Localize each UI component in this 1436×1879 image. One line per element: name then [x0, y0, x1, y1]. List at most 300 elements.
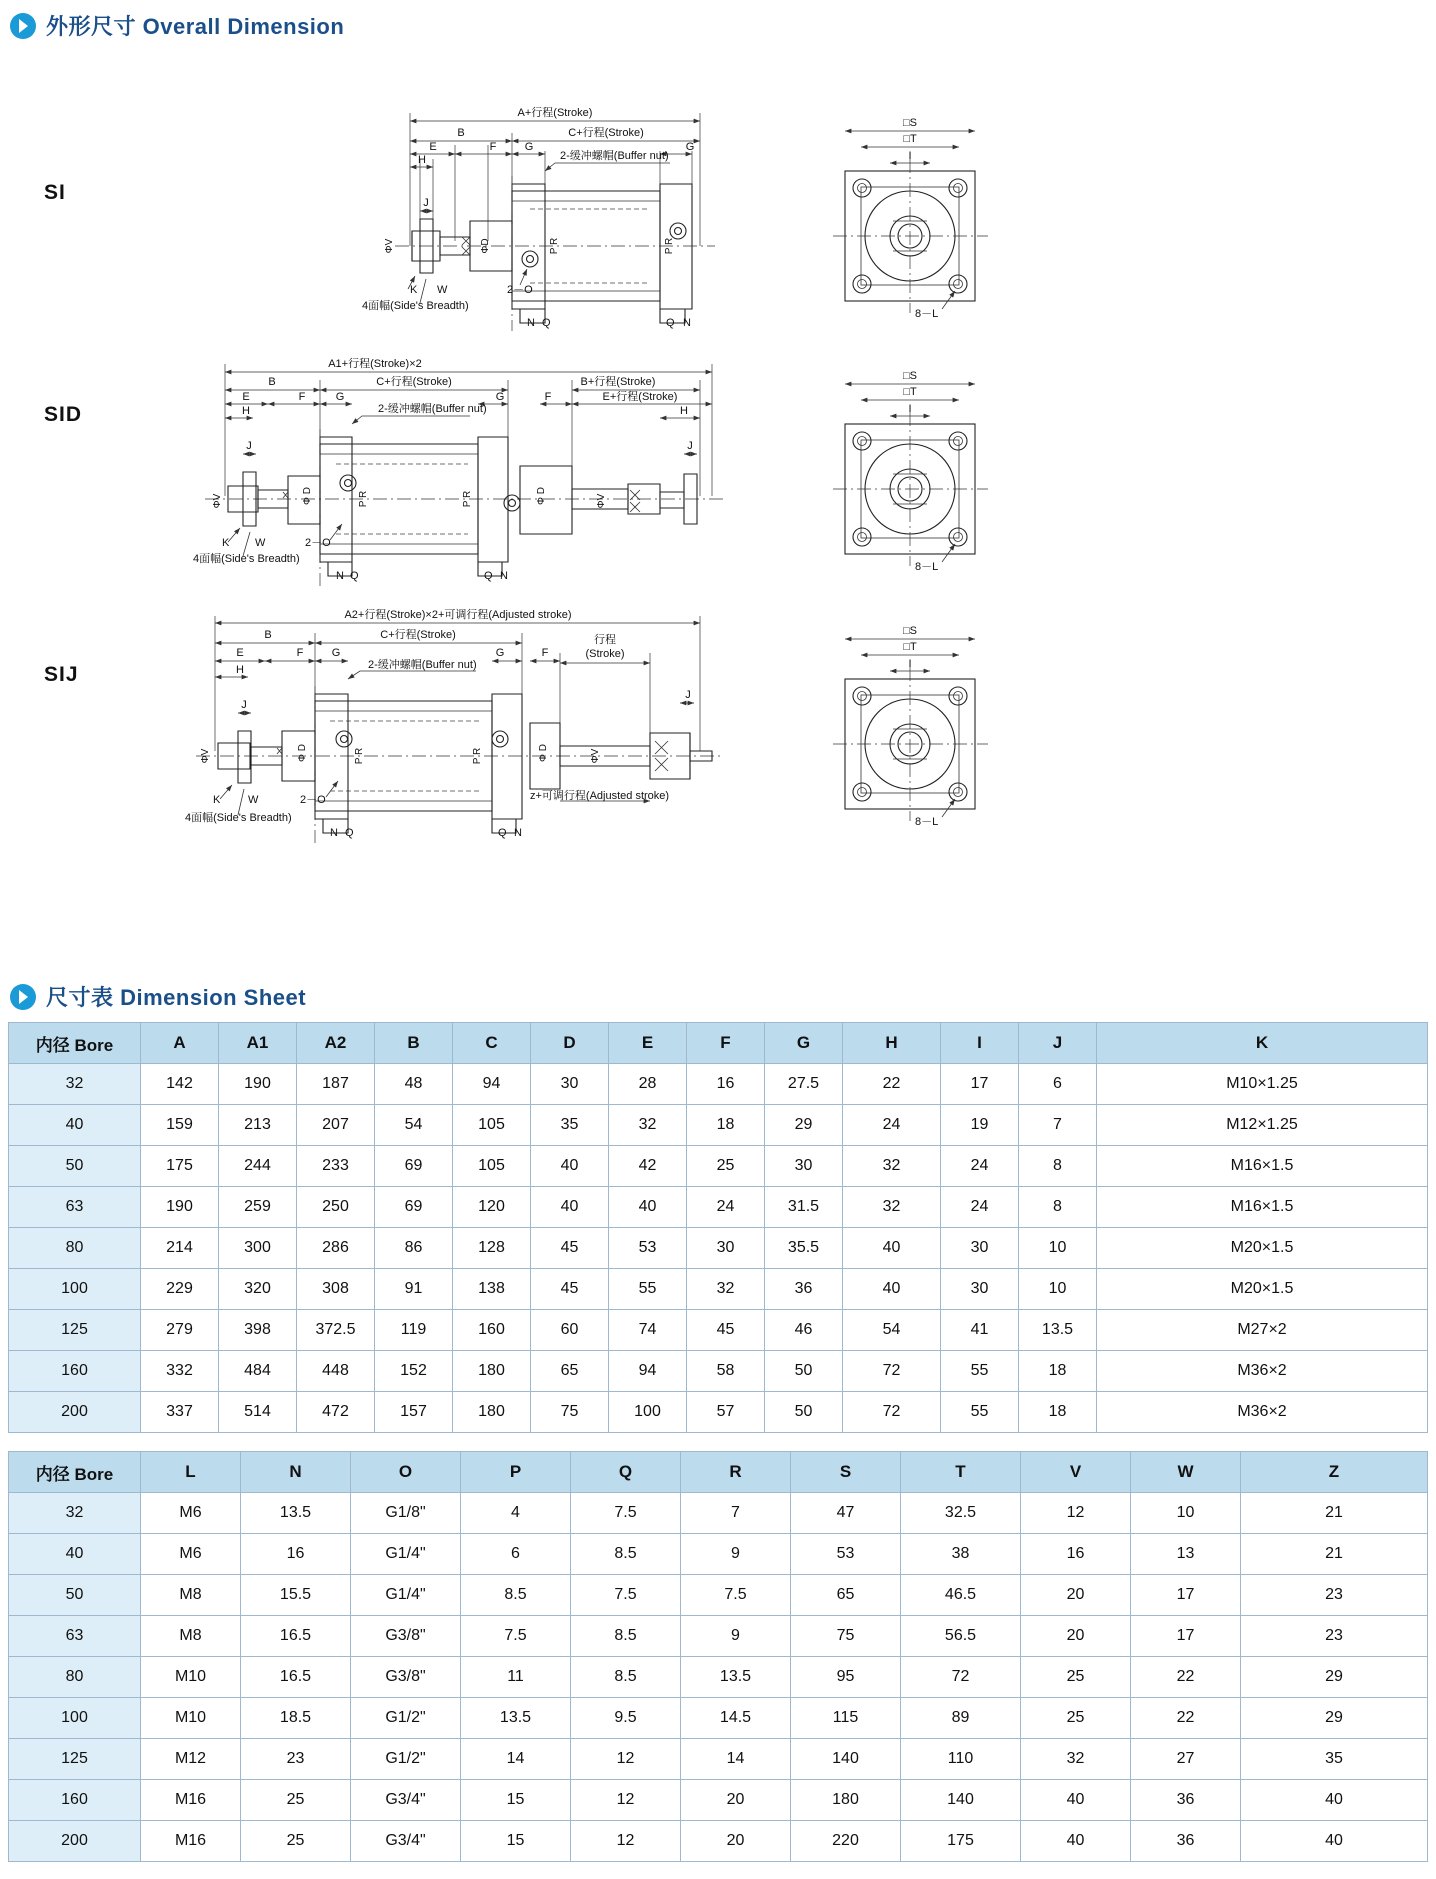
table1-r7-g: 50: [765, 1351, 843, 1392]
svg-text:E: E: [429, 141, 437, 153]
table1-r8-d: 75: [531, 1392, 609, 1433]
table1-r5-f: 32: [687, 1269, 765, 1310]
table1-r5-c: 138: [453, 1269, 531, 1310]
table1-r8-bore: 200: [9, 1392, 141, 1433]
svg-text:K: K: [222, 537, 230, 549]
svg-text:C+行程(Stroke): C+行程(Stroke): [568, 127, 644, 139]
svg-text:C+行程(Stroke): C+行程(Stroke): [376, 376, 452, 388]
table1-r2-bore: 50: [9, 1146, 141, 1187]
section-header-dimension-sheet: [0, 981, 1436, 1012]
table2-r8-o: G3/4": [351, 1821, 461, 1862]
table2-r8-t: 175: [901, 1821, 1021, 1862]
table2-r6-o: G1/2": [351, 1739, 461, 1780]
table1-r7-b: 152: [375, 1351, 453, 1392]
table2-r8-v: 40: [1021, 1821, 1131, 1862]
table1-r3-f: 24: [687, 1187, 765, 1228]
table2-r4-r: 13.5: [681, 1657, 791, 1698]
table1-header-bore: 内径 Bore: [9, 1023, 141, 1064]
table2-r0-w: 10: [1131, 1493, 1241, 1534]
table1-r3-bore: 63: [9, 1187, 141, 1228]
svg-text:8－L: 8－L: [915, 561, 939, 573]
table1-r7-e: 94: [609, 1351, 687, 1392]
table2-r2-t: 46.5: [901, 1575, 1021, 1616]
table2-r2-bore: 50: [9, 1575, 141, 1616]
table2-r5-z: 29: [1241, 1698, 1428, 1739]
section-title-overall-dimension: 外形尺寸 Overall Dimension: [46, 14, 345, 39]
table1-r6-g: 46: [765, 1310, 843, 1351]
drawing-label-sid: SID: [44, 403, 83, 426]
table1-r3-a1: 259: [219, 1187, 297, 1228]
drawing-label-si: SI: [44, 181, 66, 204]
table1-r5-bore: 100: [9, 1269, 141, 1310]
svg-text:K: K: [213, 794, 221, 806]
table1-header-f: F: [687, 1023, 765, 1064]
svg-text:ΦV: ΦV: [200, 748, 211, 764]
table2-r3-r: 9: [681, 1616, 791, 1657]
table1-r0-i: 17: [941, 1064, 1019, 1105]
table1-header-h: H: [843, 1023, 941, 1064]
table2-r7-r: 20: [681, 1780, 791, 1821]
table1-r5-i: 30: [941, 1269, 1019, 1310]
table2-r1-n: 16: [241, 1534, 351, 1575]
table2-header-w: W: [1131, 1452, 1241, 1493]
table2-r6-t: 110: [901, 1739, 1021, 1780]
table1-r6-bore: 125: [9, 1310, 141, 1351]
table1-r8-b: 157: [375, 1392, 453, 1433]
svg-text:P R: P R: [472, 747, 483, 765]
table2-r8-n: 25: [241, 1821, 351, 1862]
table2-r1-o: G1/4": [351, 1534, 461, 1575]
svg-text:2-缓冲螺帽(Buffer nut): 2-缓冲螺帽(Buffer nut): [378, 403, 487, 415]
table2-header-n: N: [241, 1452, 351, 1493]
svg-text:□S: □S: [903, 370, 917, 382]
table1-r3-a2: 250: [297, 1187, 375, 1228]
table2-r4-bore: 80: [9, 1657, 141, 1698]
table2-r1-l: M6: [141, 1534, 241, 1575]
table-row: [9, 1310, 1428, 1351]
table1-r7-c: 180: [453, 1351, 531, 1392]
table2-r8-p: 15: [461, 1821, 571, 1862]
svg-text:Q: Q: [666, 317, 675, 329]
table1-r8-c: 180: [453, 1392, 531, 1433]
dimension-table-1: [8, 1022, 1428, 1433]
svg-text:G: G: [331, 647, 341, 659]
table1-r4-f: 30: [687, 1228, 765, 1269]
table-row: [9, 1392, 1428, 1433]
table-row: [9, 1780, 1428, 1821]
play-bullet-icon: [10, 13, 36, 39]
table1-r0-d: 30: [531, 1064, 609, 1105]
drawing-label-sij: SIJ: [44, 663, 79, 686]
table1-r2-e: 42: [609, 1146, 687, 1187]
svg-text:J: J: [685, 689, 691, 701]
svg-text:P R: P R: [358, 490, 369, 508]
table1-r4-a2: 286: [297, 1228, 375, 1269]
table1-r3-i: 24: [941, 1187, 1019, 1228]
table2-r5-p: 13.5: [461, 1698, 571, 1739]
table1-r6-i: 41: [941, 1310, 1019, 1351]
table1-r2-c: 105: [453, 1146, 531, 1187]
svg-text:H: H: [680, 405, 688, 417]
svg-text:A1+行程(Stroke)×2: A1+行程(Stroke)×2: [328, 358, 422, 370]
table1-r1-i: 19: [941, 1105, 1019, 1146]
table1-r5-h: 40: [843, 1269, 941, 1310]
table2-r1-z: 21: [1241, 1534, 1428, 1575]
svg-text:Φ D: Φ D: [302, 487, 313, 505]
svg-text:F: F: [296, 647, 304, 659]
table2-r0-q: 7.5: [571, 1493, 681, 1534]
table2-r1-s: 53: [791, 1534, 901, 1575]
svg-text:8－L: 8－L: [915, 308, 939, 320]
table1-r6-k: M27×2: [1097, 1310, 1428, 1351]
table1-r7-a1: 484: [219, 1351, 297, 1392]
table1-r1-a1: 213: [219, 1105, 297, 1146]
svg-text:C+行程(Stroke): C+行程(Stroke): [380, 629, 456, 641]
svg-text:Q: Q: [484, 570, 493, 582]
table1-r2-a1: 244: [219, 1146, 297, 1187]
table1-r2-i: 24: [941, 1146, 1019, 1187]
table1-r6-e: 74: [609, 1310, 687, 1351]
table1-r4-a: 214: [141, 1228, 219, 1269]
svg-text:A+行程(Stroke): A+行程(Stroke): [517, 107, 593, 119]
table1-r4-b: 86: [375, 1228, 453, 1269]
table1-r7-f: 58: [687, 1351, 765, 1392]
svg-text:Φ D: Φ D: [297, 744, 308, 762]
table1-r6-c: 160: [453, 1310, 531, 1351]
table-row: [9, 1228, 1428, 1269]
table1-r0-h: 22: [843, 1064, 941, 1105]
svg-text:行程: 行程: [594, 634, 616, 646]
table1-r0-a: 142: [141, 1064, 219, 1105]
table1-r1-b: 54: [375, 1105, 453, 1146]
table1-r5-k: M20×1.5: [1097, 1269, 1428, 1310]
table2-r3-v: 20: [1021, 1616, 1131, 1657]
table2-r2-o: G1/4": [351, 1575, 461, 1616]
table2-r4-p: 11: [461, 1657, 571, 1698]
table2-r1-p: 6: [461, 1534, 571, 1575]
svg-text:W: W: [437, 284, 448, 296]
table1-r3-h: 32: [843, 1187, 941, 1228]
table2-r5-s: 115: [791, 1698, 901, 1739]
svg-text:Φ D: Φ D: [536, 487, 547, 505]
svg-text:z+可调行程(Adjusted stroke): z+可调行程(Adjusted stroke): [530, 790, 670, 802]
table1-r3-j: 8: [1019, 1187, 1097, 1228]
table-row: [9, 1351, 1428, 1392]
svg-text:□T: □T: [903, 386, 917, 398]
svg-text:2－O: 2－O: [300, 794, 326, 806]
table2-r8-w: 36: [1131, 1821, 1241, 1862]
table2-r2-w: 17: [1131, 1575, 1241, 1616]
table1-r0-bore: 32: [9, 1064, 141, 1105]
svg-text:I: I: [908, 658, 912, 670]
table1-r1-j: 7: [1019, 1105, 1097, 1146]
svg-text:H: H: [236, 664, 244, 676]
table2-r2-v: 20: [1021, 1575, 1131, 1616]
table1-r2-a: 175: [141, 1146, 219, 1187]
table-row: [9, 1187, 1428, 1228]
table1-r7-a2: 448: [297, 1351, 375, 1392]
table1-r6-j: 13.5: [1019, 1310, 1097, 1351]
svg-text:G: G: [495, 391, 505, 403]
table2-r7-s: 180: [791, 1780, 901, 1821]
table2-r6-r: 14: [681, 1739, 791, 1780]
table2-r1-v: 16: [1021, 1534, 1131, 1575]
table1-r4-k: M20×1.5: [1097, 1228, 1428, 1269]
svg-text:F: F: [544, 391, 552, 403]
table1-r8-e: 100: [609, 1392, 687, 1433]
svg-text:4面幅(Side's Breadth): 4面幅(Side's Breadth): [185, 812, 292, 824]
table2-r1-bore: 40: [9, 1534, 141, 1575]
svg-text:P R: P R: [462, 490, 473, 508]
table-row: [9, 1146, 1428, 1187]
table2-r4-s: 95: [791, 1657, 901, 1698]
table1-header-a1: A1: [219, 1023, 297, 1064]
table1-r3-a: 190: [141, 1187, 219, 1228]
table2-r3-bore: 63: [9, 1616, 141, 1657]
table2-r5-v: 25: [1021, 1698, 1131, 1739]
table2-r7-p: 15: [461, 1780, 571, 1821]
svg-text:ΦV: ΦV: [590, 748, 601, 764]
table2-r0-s: 47: [791, 1493, 901, 1534]
table2-r7-o: G3/4": [351, 1780, 461, 1821]
table2-r5-bore: 100: [9, 1698, 141, 1739]
svg-text:2-缓冲螺帽(Buffer nut): 2-缓冲螺帽(Buffer nut): [560, 150, 669, 162]
table1-r1-c: 105: [453, 1105, 531, 1146]
svg-text:ΦV: ΦV: [212, 493, 223, 509]
table1-header-b: B: [375, 1023, 453, 1064]
table2-r0-t: 32.5: [901, 1493, 1021, 1534]
svg-text:ΦD: ΦD: [480, 238, 491, 254]
table2-r6-z: 35: [1241, 1739, 1428, 1780]
table2-r6-l: M12: [141, 1739, 241, 1780]
svg-text:W: W: [255, 537, 266, 549]
table-row: [9, 1657, 1428, 1698]
svg-text:F: F: [298, 391, 306, 403]
table-row: [9, 1698, 1428, 1739]
table1-r6-h: 54: [843, 1310, 941, 1351]
svg-text:N: N: [527, 317, 535, 329]
table1-r2-k: M16×1.5: [1097, 1146, 1428, 1187]
table1-r0-k: M10×1.25: [1097, 1064, 1428, 1105]
table1-r2-h: 32: [843, 1146, 941, 1187]
table2-r3-t: 56.5: [901, 1616, 1021, 1657]
table1-r3-k: M16×1.5: [1097, 1187, 1428, 1228]
table1-r8-f: 57: [687, 1392, 765, 1433]
table2-r1-r: 9: [681, 1534, 791, 1575]
svg-text:Φ D: Φ D: [538, 744, 549, 762]
table2-r4-v: 25: [1021, 1657, 1131, 1698]
table2-r7-l: M16: [141, 1780, 241, 1821]
table1-r8-a1: 514: [219, 1392, 297, 1433]
table1-r7-a: 332: [141, 1351, 219, 1392]
table1-r5-b: 91: [375, 1269, 453, 1310]
dimension-page: [0, 10, 1436, 1862]
svg-text:H: H: [418, 154, 426, 166]
svg-text:E+行程(Stroke): E+行程(Stroke): [602, 391, 678, 403]
table1-r2-f: 25: [687, 1146, 765, 1187]
svg-text:K: K: [410, 284, 418, 296]
table1-r1-k: M12×1.25: [1097, 1105, 1428, 1146]
table1-r6-a: 279: [141, 1310, 219, 1351]
svg-text:ΦV: ΦV: [384, 238, 395, 254]
svg-text:2-缓冲螺帽(Buffer nut): 2-缓冲螺帽(Buffer nut): [368, 659, 477, 671]
table1-r6-a1: 398: [219, 1310, 297, 1351]
table2-r6-n: 23: [241, 1739, 351, 1780]
table1-r1-e: 32: [609, 1105, 687, 1146]
table1-r4-a1: 300: [219, 1228, 297, 1269]
svg-text:Q: Q: [542, 317, 551, 329]
table2-r3-q: 8.5: [571, 1616, 681, 1657]
svg-text:E: E: [242, 391, 250, 403]
table1-r6-b: 119: [375, 1310, 453, 1351]
table2-header-p: P: [461, 1452, 571, 1493]
table2-r8-r: 20: [681, 1821, 791, 1862]
table2-r4-n: 16.5: [241, 1657, 351, 1698]
table1-header-g: G: [765, 1023, 843, 1064]
svg-text:G: G: [524, 141, 534, 153]
table-header-row: [9, 1023, 1428, 1064]
table1-r7-k: M36×2: [1097, 1351, 1428, 1392]
svg-text:J: J: [241, 699, 247, 711]
table2-header-s: S: [791, 1452, 901, 1493]
svg-text:N: N: [330, 827, 338, 839]
table2-r0-bore: 32: [9, 1493, 141, 1534]
table1-r3-g: 31.5: [765, 1187, 843, 1228]
svg-text:P R: P R: [549, 237, 560, 255]
table1-r4-j: 10: [1019, 1228, 1097, 1269]
table2-r6-p: 14: [461, 1739, 571, 1780]
table1-header-c: C: [453, 1023, 531, 1064]
table2-r2-p: 8.5: [461, 1575, 571, 1616]
table1-header-a2: A2: [297, 1023, 375, 1064]
table1-r5-a1: 320: [219, 1269, 297, 1310]
section-header-overall-dimension: [0, 10, 1436, 41]
table-row: [9, 1575, 1428, 1616]
table2-r8-l: M16: [141, 1821, 241, 1862]
table1-r2-g: 30: [765, 1146, 843, 1187]
table2-r6-v: 32: [1021, 1739, 1131, 1780]
table2-r3-p: 7.5: [461, 1616, 571, 1657]
table1-r7-j: 18: [1019, 1351, 1097, 1392]
table-row: [9, 1534, 1428, 1575]
table-row: [9, 1821, 1428, 1862]
svg-text:N: N: [514, 827, 522, 839]
table1-r5-e: 55: [609, 1269, 687, 1310]
svg-text:Q: Q: [345, 827, 354, 839]
table2-r6-s: 140: [791, 1739, 901, 1780]
table2-r5-q: 9.5: [571, 1698, 681, 1739]
table2-r0-n: 13.5: [241, 1493, 351, 1534]
table1-r7-bore: 160: [9, 1351, 141, 1392]
table-row: [9, 1739, 1428, 1780]
table1-r7-d: 65: [531, 1351, 609, 1392]
table2-r2-r: 7.5: [681, 1575, 791, 1616]
table2-r1-q: 8.5: [571, 1534, 681, 1575]
svg-text:B: B: [264, 629, 272, 641]
svg-text:G: G: [495, 647, 505, 659]
svg-text:F: F: [489, 141, 497, 153]
table1-r1-d: 35: [531, 1105, 609, 1146]
table1-r0-a2: 187: [297, 1064, 375, 1105]
table1-r1-bore: 40: [9, 1105, 141, 1146]
table2-r6-bore: 125: [9, 1739, 141, 1780]
table1-r5-a2: 308: [297, 1269, 375, 1310]
table1-r3-c: 120: [453, 1187, 531, 1228]
table1-header-k: K: [1097, 1023, 1428, 1064]
svg-text:2－O: 2－O: [507, 284, 533, 296]
table1-r7-h: 72: [843, 1351, 941, 1392]
table1-r3-b: 69: [375, 1187, 453, 1228]
table1-r2-j: 8: [1019, 1146, 1097, 1187]
table2-r7-w: 36: [1131, 1780, 1241, 1821]
svg-text:J: J: [246, 440, 252, 452]
table2-r2-q: 7.5: [571, 1575, 681, 1616]
table2-header-z: Z: [1241, 1452, 1428, 1493]
technical-drawings-area: [0, 41, 1436, 971]
table2-r3-w: 17: [1131, 1616, 1241, 1657]
table2-r7-q: 12: [571, 1780, 681, 1821]
table2-r7-t: 140: [901, 1780, 1021, 1821]
table2-r2-z: 23: [1241, 1575, 1428, 1616]
table2-r5-r: 14.5: [681, 1698, 791, 1739]
table1-r8-a2: 472: [297, 1392, 375, 1433]
table1-header-a: A: [141, 1023, 219, 1064]
table2-r6-q: 12: [571, 1739, 681, 1780]
table2-r5-n: 18.5: [241, 1698, 351, 1739]
table-row: [9, 1105, 1428, 1146]
table2-header-t: T: [901, 1452, 1021, 1493]
svg-text:8－L: 8－L: [915, 816, 939, 828]
svg-text:I: I: [908, 150, 912, 162]
table1-r0-b: 48: [375, 1064, 453, 1105]
table1-r8-a: 337: [141, 1392, 219, 1433]
svg-text:B+行程(Stroke): B+行程(Stroke): [580, 376, 656, 388]
table1-r1-f: 18: [687, 1105, 765, 1146]
table1-r2-a2: 233: [297, 1146, 375, 1187]
table2-r2-l: M8: [141, 1575, 241, 1616]
table1-r5-d: 45: [531, 1269, 609, 1310]
svg-text:J: J: [423, 197, 429, 209]
table2-header-l: L: [141, 1452, 241, 1493]
svg-text:F: F: [541, 647, 549, 659]
table2-r0-o: G1/8": [351, 1493, 461, 1534]
table1-r1-a2: 207: [297, 1105, 375, 1146]
table1-r5-g: 36: [765, 1269, 843, 1310]
table2-r5-o: G1/2": [351, 1698, 461, 1739]
table1-r5-j: 10: [1019, 1269, 1097, 1310]
table-row: [9, 1493, 1428, 1534]
table1-r1-a: 159: [141, 1105, 219, 1146]
table1-r5-a: 229: [141, 1269, 219, 1310]
table2-r0-p: 4: [461, 1493, 571, 1534]
table1-r1-g: 29: [765, 1105, 843, 1146]
table1-r8-h: 72: [843, 1392, 941, 1433]
svg-text:N: N: [336, 570, 344, 582]
table2-header-bore: 内径 Bore: [9, 1452, 141, 1493]
table-row: [9, 1064, 1428, 1105]
table2-r7-bore: 160: [9, 1780, 141, 1821]
table1-header-d: D: [531, 1023, 609, 1064]
svg-text:I: I: [908, 403, 912, 415]
table1-r0-j: 6: [1019, 1064, 1097, 1105]
svg-text:N: N: [500, 570, 508, 582]
svg-text:2－O: 2－O: [305, 537, 331, 549]
svg-text:B: B: [268, 376, 276, 388]
table2-r3-z: 23: [1241, 1616, 1428, 1657]
svg-text:ΦV: ΦV: [596, 493, 607, 509]
table2-r3-n: 16.5: [241, 1616, 351, 1657]
table2-r5-w: 22: [1131, 1698, 1241, 1739]
